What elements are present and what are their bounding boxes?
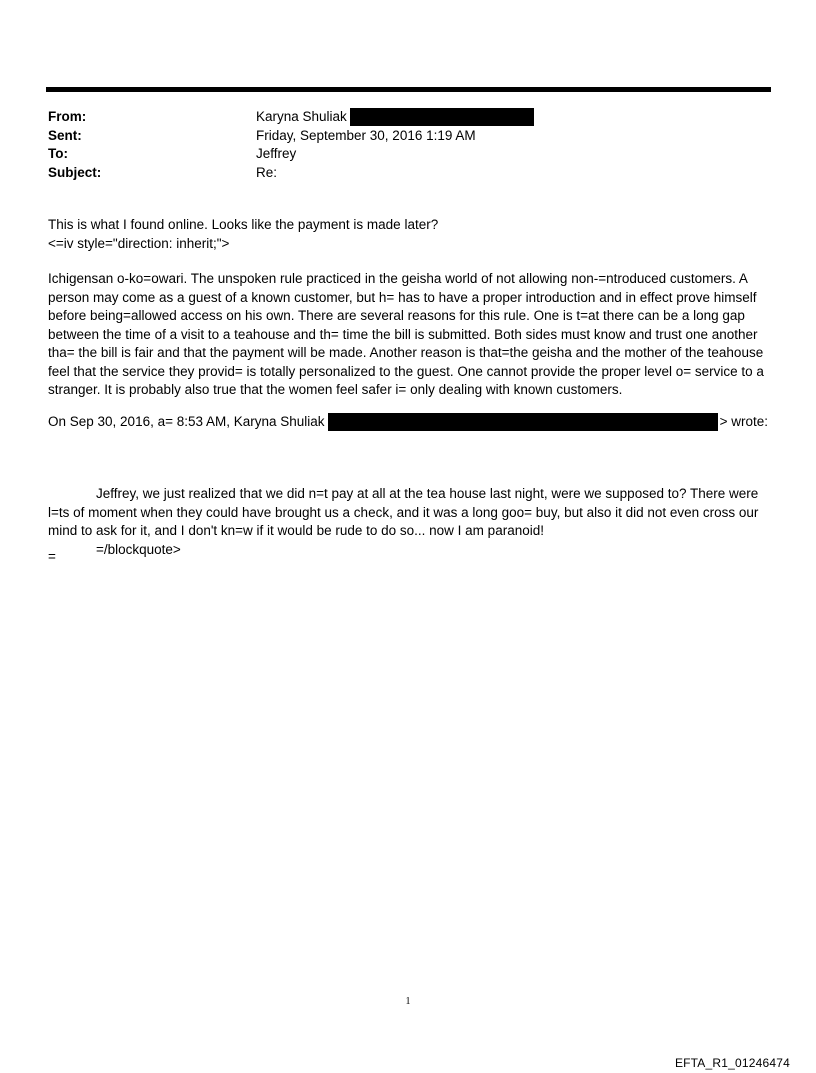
document-id: EFTA_R1_01246474 [674,1056,790,1070]
reply-attribution-line [48,413,770,432]
subject-label: Subject: [48,164,102,180]
subject-row [48,164,768,183]
from-row [48,108,768,127]
subject-value: Re: [256,164,278,180]
intro-html-fragment: <=iv style="direction: inherit;"> [48,235,230,251]
redaction-bar-from-email [350,108,534,126]
redaction-bar-attribution-email [328,413,718,431]
header-divider-rule [46,87,771,92]
from-value [256,108,534,127]
geisha-rule-paragraph: Ichigensan o-ko=owari. The unspoken rule practiced in the geisha world of not allowing non-=ntroduced customers. A person may come as a guest of a known customer, but h= has to have a proper introduction and in effect prove himself before being=allowed access on his own. There are several reasons for this rule. One is t=at there can be a long gap between the time of a visit to a teahouse and th= time the bill is submitted. Both sides must know and trust one another tha= the bill is fair and that the payment will be made. Another reason is that=the geisha and the mother of the teahouse feel that the service they provid= is totally personalized to the guest. One cannot provide the proper level o= service to a stranger. It is probably also true that the women feel safer i= only dealing with known customers. [48,271,764,397]
quoted-message-text: Jeffrey, we just realized that we did n=t pay at all at the tea house last night, were we supposed to? There were l=ts of moment when they could have brought us a check, and it was a long goo= buy, but also it did not even cross our mind to ask for it, and I don't kn=w if it would be rude to do so... now I am paranoid! [48,486,759,538]
reply-attribution-prefix: On Sep 30, 2016, a= 8:53 AM, Karyna Shuliak [48,414,325,429]
sent-row [48,127,768,146]
to-label: To: [48,146,68,161]
intro-block [48,216,770,253]
trailing-equals: = [48,549,56,564]
sent-label: Sent: [48,127,82,143]
email-header [48,108,768,182]
from-name: Karyna Shuliak [256,109,347,124]
page-number: 1 [405,996,411,1007]
blockquote-close-fragment: =/blockquote> [96,541,181,557]
to-value: Jeffrey [256,146,297,161]
sent-value: Friday, September 30, 2016 1:19 AM [256,127,476,143]
to-row [48,145,768,164]
from-label: From: [48,109,87,124]
intro-line: This is what I found online. Looks like the payment is made later? [48,217,439,232]
reply-attribution-suffix: > wrote: [719,414,768,429]
